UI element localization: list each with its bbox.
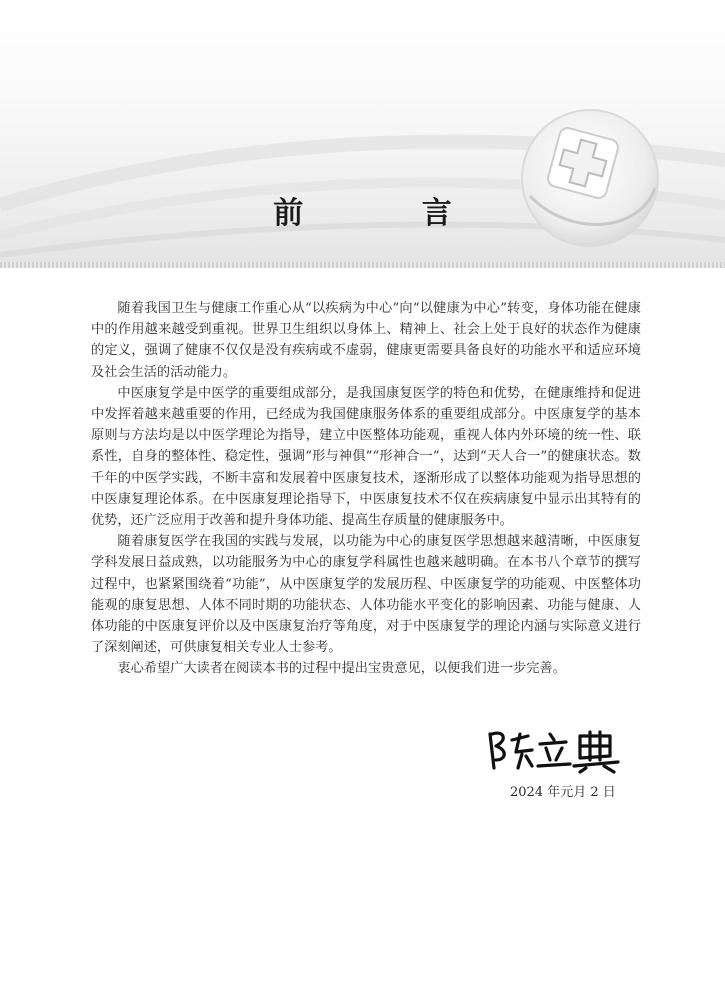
date-label: 2024 年元月 2 日 [510, 785, 616, 800]
paragraph: 中医康复学是中医学的重要组成部分，是我国康复医学的特色和优势，在健康维持和促进中发挥着越来越重要的作用，已经成为我国健康服务体系的重要组成部分。中医康复学的基本原则与方法均是以中医学理论为指导，建立中医整体功能观，重视人体内外环境的统一性、联系性，自身的整体性、稳定性，强调“形与神俱”“形神合一”，达到“天人合一”的健康状态。数千年的中医学实践，不断丰富和发展着中医康复技术，逐渐形成了以整体功能观为指导思想的中医康复理论体系。在中医康复理论指导下，中医康复技术不仅在疾病康复中显示出其特有的优势，还广泛应用于改善和提升身体功能、提高生存质量的健康服务中。 [91, 385, 641, 529]
page-title: 前 言 [273, 196, 506, 231]
handwritten-signature [482, 726, 622, 774]
preface-body [91, 298, 641, 680]
paragraph: 衷心希望广大读者在阅读本书的过程中提出宝贵意见，以便我们进一步完善。 [117, 661, 566, 677]
header-edge-divider [0, 262, 725, 268]
paragraph: 随着康复医学在我国的实践与发展，以功能为中心的康复医学思想越来越清晰，中医康复学科发展日益成熟，以功能服务为中心的康复学科属性也越来越明确。在本书八个章节的撰写过程中，也紧紧围绕着“功能”，从中医康复学的发展历程、中医康复学的功能观、中医整体功能观的康复思想、人体不同时期的功能状态、人体功能水平变化的影响因素、功能与健康、人体功能的中医康复评价以及中医康复治疗等角度，对于中医康复学的理论内涵与实际意义进行了深刻阐述，可供康复相关专业人士参考。 [91, 534, 641, 656]
paragraph: 随着我国卫生与健康工作重心从“以疾病为中心”向“以健康为中心”转变，身体功能在健康中的作用越来越受到重视。世界卫生组织以身体上、精神上、社会上处于良好的状态作为健康的定义，强调了健康不仅仅是没有疾病或不虚弱，健康更需要具备良好的功能水平和适应环境及社会生活的活动能力。 [91, 301, 641, 380]
